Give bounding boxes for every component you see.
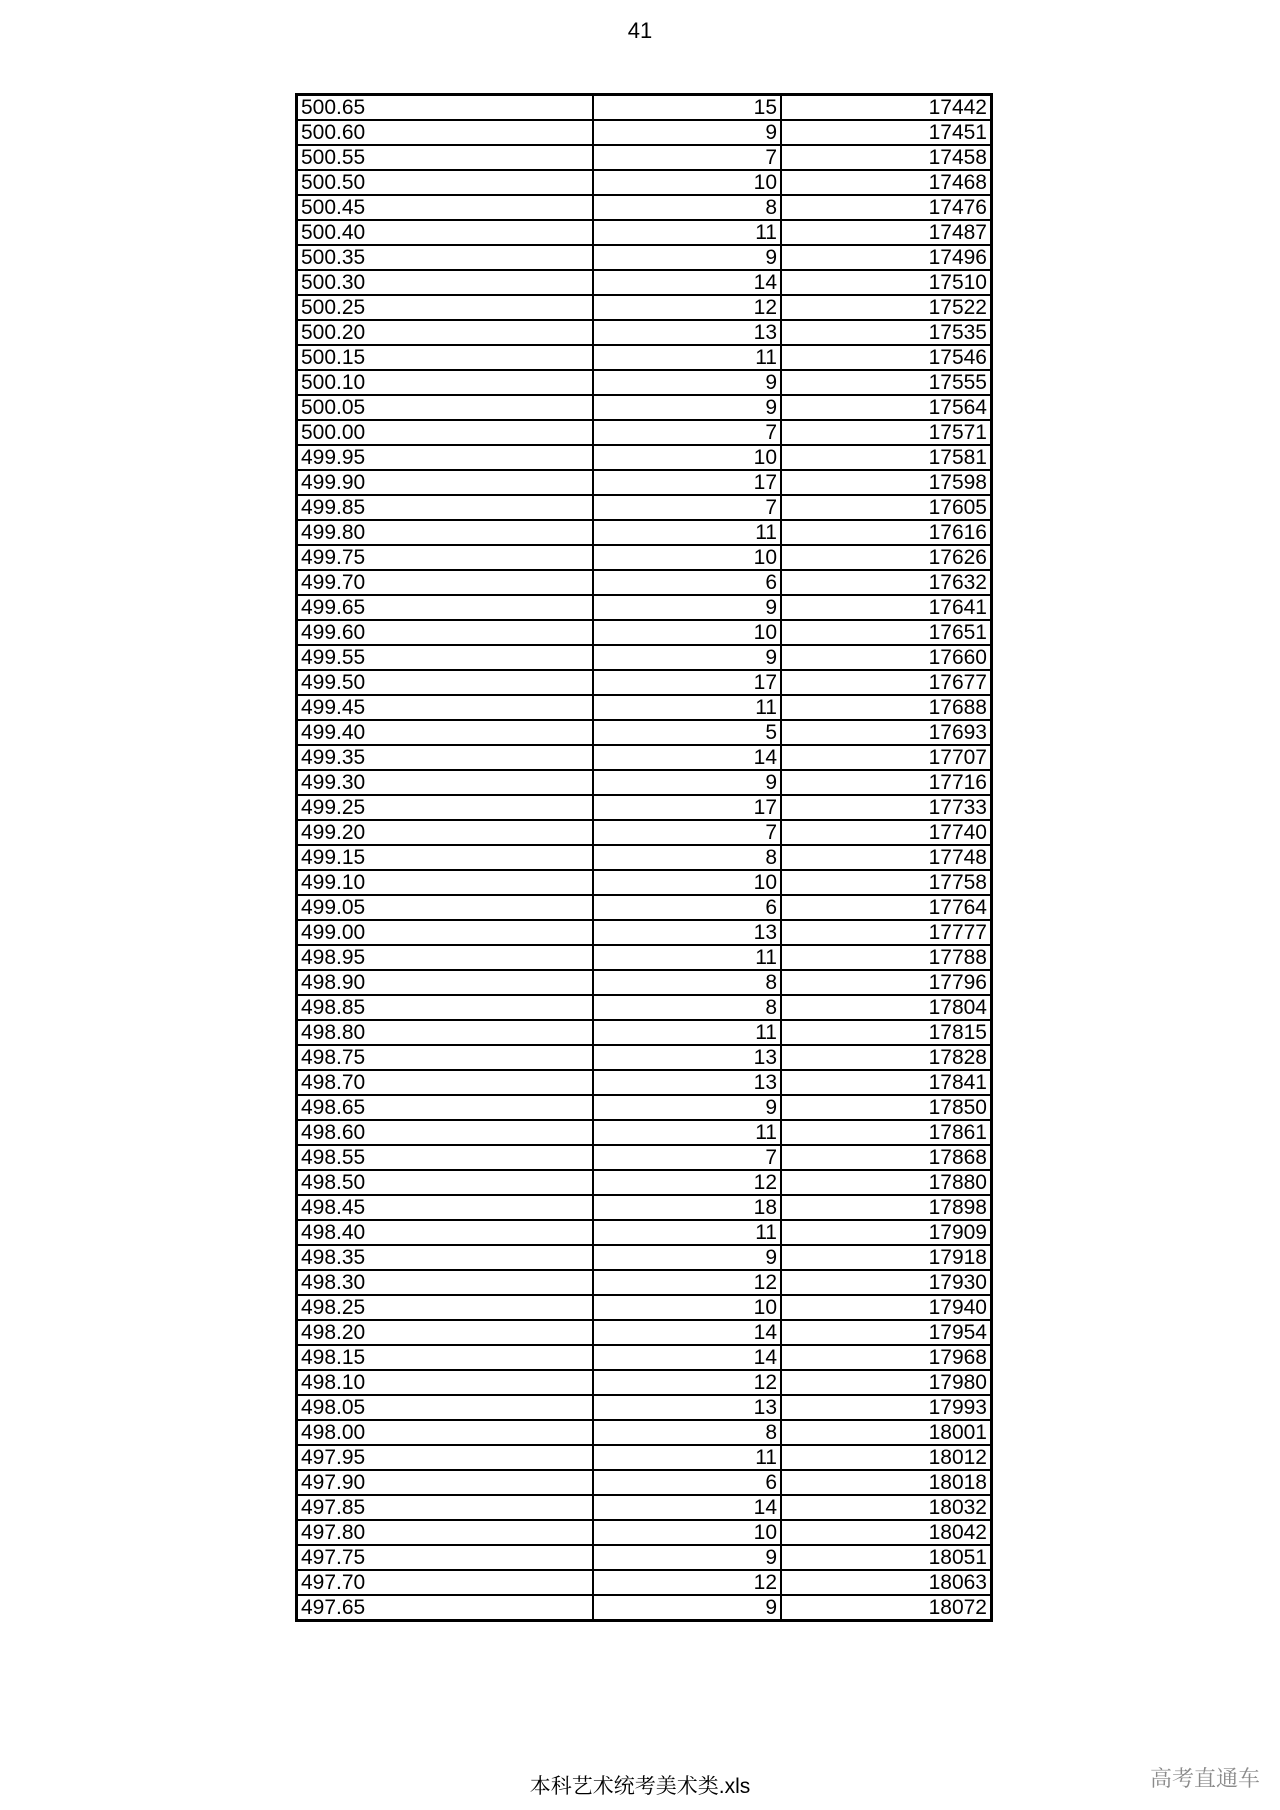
score-cell: 500.60: [297, 120, 594, 145]
table-row: [297, 920, 992, 945]
score-cell: 498.80: [297, 1020, 594, 1045]
score-cell: 498.90: [297, 970, 594, 995]
count-cell: 9: [593, 1545, 781, 1570]
score-cell: 499.60: [297, 620, 594, 645]
count-cell: 10: [593, 445, 781, 470]
count-cell: 10: [593, 1520, 781, 1545]
score-cell: 498.50: [297, 1170, 594, 1195]
count-cell: 17: [593, 470, 781, 495]
cumulative-cell: 17880: [781, 1170, 992, 1195]
count-cell: 11: [593, 520, 781, 545]
table-row: [297, 1120, 992, 1145]
table-row: [297, 1595, 992, 1621]
table-row: [297, 245, 992, 270]
count-cell: 13: [593, 1070, 781, 1095]
table-row: [297, 270, 992, 295]
count-cell: 7: [593, 145, 781, 170]
table-row: [297, 1270, 992, 1295]
count-cell: 11: [593, 1445, 781, 1470]
cumulative-cell: 17496: [781, 245, 992, 270]
count-cell: 9: [593, 1595, 781, 1621]
count-cell: 11: [593, 345, 781, 370]
cumulative-cell: 17993: [781, 1395, 992, 1420]
table-row: [297, 820, 992, 845]
table-row: [297, 1395, 992, 1420]
table-row: [297, 545, 992, 570]
count-cell: 8: [593, 195, 781, 220]
count-cell: 11: [593, 1220, 781, 1245]
table-row: [297, 470, 992, 495]
table-row: [297, 170, 992, 195]
score-cell: 499.50: [297, 670, 594, 695]
score-cell: 499.20: [297, 820, 594, 845]
score-cell: 498.70: [297, 1070, 594, 1095]
score-cell: 498.85: [297, 995, 594, 1020]
table-row: [297, 495, 992, 520]
table-row: [297, 120, 992, 145]
score-cell: 500.00: [297, 420, 594, 445]
table-row: [297, 770, 992, 795]
cumulative-cell: 17458: [781, 145, 992, 170]
cumulative-cell: 17564: [781, 395, 992, 420]
score-cell: 500.10: [297, 370, 594, 395]
score-cell: 498.40: [297, 1220, 594, 1245]
score-cell: 498.05: [297, 1395, 594, 1420]
score-cell: 499.85: [297, 495, 594, 520]
table-row: [297, 95, 992, 121]
table-row: [297, 145, 992, 170]
table-row: [297, 1495, 992, 1520]
count-cell: 9: [593, 1245, 781, 1270]
score-cell: 498.45: [297, 1195, 594, 1220]
table-row: [297, 345, 992, 370]
score-cell: 498.60: [297, 1120, 594, 1145]
score-cell: 498.30: [297, 1270, 594, 1295]
cumulative-cell: 18042: [781, 1520, 992, 1545]
count-cell: 8: [593, 995, 781, 1020]
cumulative-cell: 17598: [781, 470, 992, 495]
table-row: [297, 370, 992, 395]
table-row: [297, 220, 992, 245]
count-cell: 6: [593, 1470, 781, 1495]
table-row: [297, 620, 992, 645]
count-cell: 14: [593, 1495, 781, 1520]
footer-filename: 本科艺术统考美术类.xls: [529, 1775, 751, 1798]
score-cell: 498.75: [297, 1045, 594, 1070]
count-cell: 10: [593, 170, 781, 195]
cumulative-cell: 17954: [781, 1320, 992, 1345]
count-cell: 11: [593, 945, 781, 970]
cumulative-cell: 17651: [781, 620, 992, 645]
cumulative-cell: 17980: [781, 1370, 992, 1395]
cumulative-cell: 17571: [781, 420, 992, 445]
count-cell: 8: [593, 970, 781, 995]
cumulative-cell: 17522: [781, 295, 992, 320]
cumulative-cell: 17476: [781, 195, 992, 220]
count-cell: 12: [593, 1170, 781, 1195]
score-cell: 497.75: [297, 1545, 594, 1570]
table-row: [297, 1345, 992, 1370]
cumulative-cell: 17868: [781, 1145, 992, 1170]
table-row: [297, 695, 992, 720]
count-cell: 9: [593, 120, 781, 145]
cumulative-cell: 17918: [781, 1245, 992, 1270]
table-row: [297, 595, 992, 620]
table-row: [297, 320, 992, 345]
score-cell: 499.65: [297, 595, 594, 620]
count-cell: 11: [593, 1020, 781, 1045]
score-cell: 499.15: [297, 845, 594, 870]
score-cell: 499.30: [297, 770, 594, 795]
table-row: [297, 570, 992, 595]
cumulative-cell: 17716: [781, 770, 992, 795]
score-cell: 498.55: [297, 1145, 594, 1170]
cumulative-cell: 17968: [781, 1345, 992, 1370]
cumulative-cell: 17804: [781, 995, 992, 1020]
score-cell: 499.05: [297, 895, 594, 920]
cumulative-cell: 17740: [781, 820, 992, 845]
cumulative-cell: 17555: [781, 370, 992, 395]
count-cell: 7: [593, 1145, 781, 1170]
count-cell: 17: [593, 795, 781, 820]
score-table-body: [297, 95, 992, 1621]
table-row: [297, 1245, 992, 1270]
count-cell: 14: [593, 745, 781, 770]
score-cell: 497.95: [297, 1445, 594, 1470]
cumulative-cell: 17707: [781, 745, 992, 770]
count-cell: 7: [593, 820, 781, 845]
score-cell: 499.10: [297, 870, 594, 895]
count-cell: 9: [593, 245, 781, 270]
table-row: [297, 645, 992, 670]
cumulative-cell: 18051: [781, 1545, 992, 1570]
score-cell: 499.55: [297, 645, 594, 670]
table-row: [297, 870, 992, 895]
table-row: [297, 1570, 992, 1595]
score-cell: 497.85: [297, 1495, 594, 1520]
table-row: [297, 520, 992, 545]
cumulative-cell: 17733: [781, 795, 992, 820]
cumulative-cell: 18063: [781, 1570, 992, 1595]
count-cell: 12: [593, 1370, 781, 1395]
count-cell: 12: [593, 295, 781, 320]
table-row: [297, 1295, 992, 1320]
count-cell: 9: [593, 370, 781, 395]
score-cell: 499.75: [297, 545, 594, 570]
watermark: 高考直通车: [1149, 1766, 1260, 1791]
score-cell: 500.20: [297, 320, 594, 345]
table-row: [297, 845, 992, 870]
score-cell: 498.35: [297, 1245, 594, 1270]
count-cell: 11: [593, 220, 781, 245]
score-cell: 499.35: [297, 745, 594, 770]
count-cell: 8: [593, 845, 781, 870]
score-cell: 499.40: [297, 720, 594, 745]
cumulative-cell: 17605: [781, 495, 992, 520]
cumulative-cell: 17828: [781, 1045, 992, 1070]
count-cell: 14: [593, 1320, 781, 1345]
count-cell: 13: [593, 320, 781, 345]
table-row: [297, 1445, 992, 1470]
score-cell: 498.00: [297, 1420, 594, 1445]
cumulative-cell: 17758: [781, 870, 992, 895]
score-cell: 500.05: [297, 395, 594, 420]
cumulative-cell: 17487: [781, 220, 992, 245]
cumulative-cell: 18018: [781, 1470, 992, 1495]
table-row: [297, 1195, 992, 1220]
table-row: [297, 1470, 992, 1495]
score-cell: 499.25: [297, 795, 594, 820]
table-row: [297, 1370, 992, 1395]
score-cell: 500.50: [297, 170, 594, 195]
cumulative-cell: 17546: [781, 345, 992, 370]
score-cell: 498.10: [297, 1370, 594, 1395]
count-cell: 18: [593, 1195, 781, 1220]
score-cell: 497.70: [297, 1570, 594, 1595]
count-cell: 14: [593, 1345, 781, 1370]
count-cell: 9: [593, 770, 781, 795]
count-cell: 10: [593, 1295, 781, 1320]
count-cell: 12: [593, 1270, 781, 1295]
page-number: 41: [627, 18, 653, 43]
count-cell: 9: [593, 645, 781, 670]
score-cell: 500.25: [297, 295, 594, 320]
table-row: [297, 970, 992, 995]
score-cell: 500.45: [297, 195, 594, 220]
cumulative-cell: 17468: [781, 170, 992, 195]
count-cell: 13: [593, 920, 781, 945]
score-cell: 499.80: [297, 520, 594, 545]
cumulative-cell: 17930: [781, 1270, 992, 1295]
score-cell: 498.65: [297, 1095, 594, 1120]
table-row: [297, 670, 992, 695]
score-cell: 497.65: [297, 1595, 594, 1621]
table-row: [297, 1520, 992, 1545]
cumulative-cell: 17693: [781, 720, 992, 745]
count-cell: 5: [593, 720, 781, 745]
cumulative-cell: 17660: [781, 645, 992, 670]
cumulative-cell: 17748: [781, 845, 992, 870]
cumulative-cell: 17841: [781, 1070, 992, 1095]
table-row: [297, 1220, 992, 1245]
table-row: [297, 1070, 992, 1095]
cumulative-cell: 17940: [781, 1295, 992, 1320]
cumulative-cell: 18012: [781, 1445, 992, 1470]
cumulative-cell: 18032: [781, 1495, 992, 1520]
count-cell: 11: [593, 695, 781, 720]
table-row: [297, 745, 992, 770]
count-cell: 9: [593, 595, 781, 620]
count-cell: 11: [593, 1120, 781, 1145]
table-row: [297, 1095, 992, 1120]
cumulative-cell: 17510: [781, 270, 992, 295]
table-row: [297, 195, 992, 220]
table-row: [297, 295, 992, 320]
cumulative-cell: 17442: [781, 95, 992, 121]
cumulative-cell: 17898: [781, 1195, 992, 1220]
count-cell: 7: [593, 495, 781, 520]
cumulative-cell: 18072: [781, 1595, 992, 1621]
score-cell: 499.90: [297, 470, 594, 495]
score-cell: 498.95: [297, 945, 594, 970]
table-row: [297, 945, 992, 970]
table-row: [297, 1020, 992, 1045]
count-cell: 10: [593, 620, 781, 645]
cumulative-cell: 17626: [781, 545, 992, 570]
cumulative-cell: 17861: [781, 1120, 992, 1145]
table-row: [297, 1145, 992, 1170]
table-row: [297, 1545, 992, 1570]
cumulative-cell: 17796: [781, 970, 992, 995]
count-cell: 12: [593, 1570, 781, 1595]
score-cell: 500.40: [297, 220, 594, 245]
cumulative-cell: 17815: [781, 1020, 992, 1045]
score-table: [295, 93, 993, 1622]
score-cell: 497.90: [297, 1470, 594, 1495]
count-cell: 10: [593, 870, 781, 895]
count-cell: 15: [593, 95, 781, 121]
score-cell: 500.35: [297, 245, 594, 270]
cumulative-cell: 17788: [781, 945, 992, 970]
count-cell: 9: [593, 395, 781, 420]
cumulative-cell: 17535: [781, 320, 992, 345]
count-cell: 13: [593, 1395, 781, 1420]
score-cell: 500.15: [297, 345, 594, 370]
count-cell: 6: [593, 895, 781, 920]
cumulative-cell: 17581: [781, 445, 992, 470]
score-cell: 499.45: [297, 695, 594, 720]
table-row: [297, 1045, 992, 1070]
count-cell: 6: [593, 570, 781, 595]
cumulative-cell: 17909: [781, 1220, 992, 1245]
cumulative-cell: 17451: [781, 120, 992, 145]
cumulative-cell: 17641: [781, 595, 992, 620]
score-cell: 497.80: [297, 1520, 594, 1545]
cumulative-cell: 17688: [781, 695, 992, 720]
score-cell: 500.65: [297, 95, 594, 121]
count-cell: 7: [593, 420, 781, 445]
count-cell: 13: [593, 1045, 781, 1070]
table-row: [297, 445, 992, 470]
cumulative-cell: 17632: [781, 570, 992, 595]
table-row: [297, 795, 992, 820]
table-row: [297, 1320, 992, 1345]
table-row: [297, 420, 992, 445]
count-cell: 9: [593, 1095, 781, 1120]
cumulative-cell: 17677: [781, 670, 992, 695]
score-cell: 499.95: [297, 445, 594, 470]
count-cell: 17: [593, 670, 781, 695]
score-cell: 498.25: [297, 1295, 594, 1320]
count-cell: 10: [593, 545, 781, 570]
table-row: [297, 1420, 992, 1445]
table-row: [297, 1170, 992, 1195]
score-cell: 499.70: [297, 570, 594, 595]
score-cell: 498.15: [297, 1345, 594, 1370]
cumulative-cell: 17764: [781, 895, 992, 920]
table-row: [297, 995, 992, 1020]
score-cell: 500.55: [297, 145, 594, 170]
table-row: [297, 720, 992, 745]
table-row: [297, 395, 992, 420]
cumulative-cell: 17616: [781, 520, 992, 545]
table-row: [297, 895, 992, 920]
score-cell: 499.00: [297, 920, 594, 945]
count-cell: 14: [593, 270, 781, 295]
cumulative-cell: 17777: [781, 920, 992, 945]
score-cell: 500.30: [297, 270, 594, 295]
count-cell: 8: [593, 1420, 781, 1445]
score-cell: 498.20: [297, 1320, 594, 1345]
cumulative-cell: 17850: [781, 1095, 992, 1120]
cumulative-cell: 18001: [781, 1420, 992, 1445]
